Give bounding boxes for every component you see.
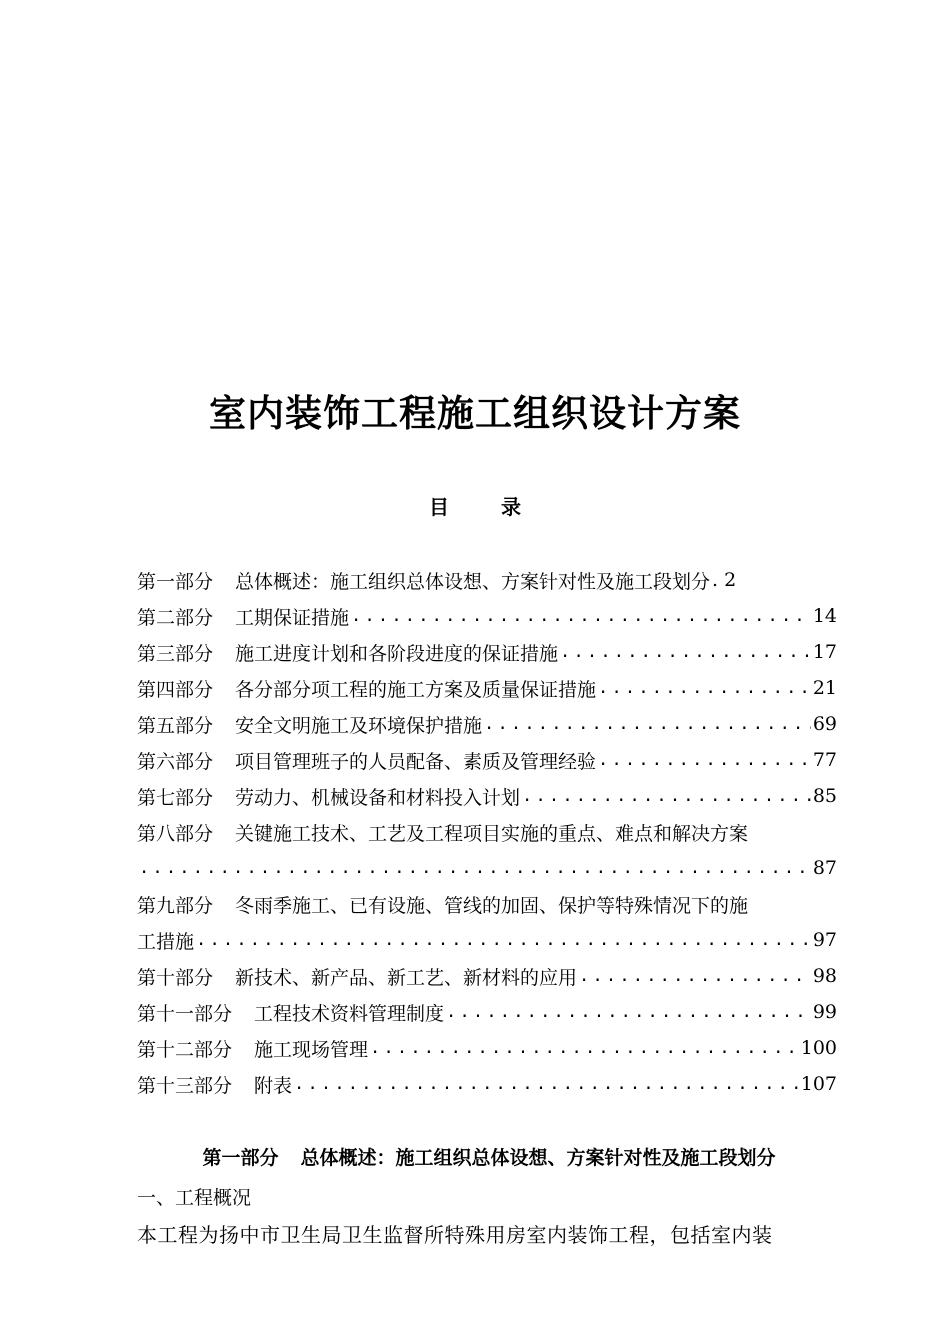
document-title: 室内装饰工程施工组织设计方案	[209, 392, 741, 435]
toc-part: 第四部分	[137, 678, 214, 701]
toc-page-number: 87	[812, 857, 837, 879]
section-part: 第一部分	[202, 1147, 279, 1169]
toc-entry[interactable]	[137, 1030, 837, 1066]
toc-title: 关键施工技术、工艺及工程项目实施的重点、难点和解决方案	[235, 822, 749, 845]
toc-part: 第一部分	[137, 570, 214, 593]
toc-part: 第三部分	[137, 642, 214, 665]
toc-leader	[558, 642, 811, 662]
toc-leader	[596, 678, 811, 698]
toc-entry[interactable]	[137, 886, 837, 922]
toc-part: 第十二部分	[137, 1038, 233, 1061]
toc-entry[interactable]	[137, 814, 837, 850]
toc-leader	[520, 786, 811, 806]
toc-part: 第五部分	[137, 714, 214, 737]
toc-part: 第七部分	[137, 786, 214, 809]
toc-entry[interactable]	[137, 598, 837, 634]
toc-leader	[482, 714, 811, 734]
toc-title: 项目管理班子的人员配备、素质及管理经验	[235, 750, 597, 773]
toc-entry[interactable]	[137, 958, 837, 994]
toc-title: 附表	[254, 1074, 293, 1097]
toc-leader	[596, 750, 811, 770]
toc-entry[interactable]	[137, 778, 837, 814]
toc-leader	[349, 606, 811, 626]
toc-heading-char-2: 录	[501, 495, 521, 519]
toc-entry-continuation[interactable]	[137, 850, 837, 886]
toc-part: 第十三部分	[137, 1074, 233, 1097]
toc-page-number: 14	[812, 605, 837, 627]
toc-entry[interactable]	[137, 670, 837, 706]
toc-leader	[577, 966, 811, 986]
toc-entry-continuation[interactable]	[137, 922, 837, 958]
toc-leader	[292, 1074, 799, 1094]
toc-title: 施工现场管理	[254, 1038, 369, 1061]
toc-page-number: 107	[800, 1073, 837, 1095]
toc-title: 新技术、新产品、新工艺、新材料的应用	[235, 966, 578, 989]
toc-page-number: 99	[812, 1001, 837, 1023]
toc-part: 第十部分	[137, 966, 214, 989]
toc-leader	[444, 1002, 811, 1022]
subheading: 一、工程概况	[137, 1187, 252, 1209]
toc-title: 总体概述：施工组织总体设想、方案针对性及施工段划分	[235, 570, 711, 593]
toc-page-number: 21	[812, 677, 837, 699]
toc-page-number: 97	[812, 929, 837, 951]
toc-title: 劳动力、机械设备和材料投入计划	[235, 786, 521, 809]
toc-page-number: 98	[812, 965, 837, 987]
toc-leader	[194, 930, 811, 950]
toc-page-number: 77	[812, 749, 837, 771]
toc-entry[interactable]	[137, 1066, 837, 1102]
toc-title: 安全文明施工及环境保护措施	[235, 714, 483, 737]
toc-leader	[368, 1038, 799, 1058]
section-title: 总体概述：施工组织总体设想、方案针对性及施工段划分	[300, 1147, 776, 1169]
toc-part: 第十一部分	[137, 1002, 233, 1025]
section-heading	[0, 1143, 950, 1170]
toc-heading	[0, 493, 950, 521]
toc-page-number: 17	[812, 641, 837, 663]
toc-part: 第二部分	[137, 606, 214, 629]
toc-page-number: . 2	[712, 569, 737, 591]
toc-page-number: 85	[812, 785, 837, 807]
toc-part: 第八部分	[137, 822, 214, 845]
toc-title: 工程技术资料管理制度	[254, 1002, 445, 1025]
toc-entry[interactable]	[137, 994, 837, 1030]
table-of-contents	[137, 562, 837, 1102]
toc-title: 工期保证措施	[235, 606, 350, 629]
toc-title: 各分部分项工程的施工方案及质量保证措施	[235, 678, 597, 701]
toc-entry[interactable]	[137, 706, 837, 742]
toc-page-number: 69	[812, 713, 837, 735]
toc-entry[interactable]	[137, 562, 837, 598]
toc-title: 施工进度计划和各阶段进度的保证措施	[235, 642, 559, 665]
toc-heading-char-1: 目	[429, 495, 449, 519]
toc-title-continuation: 工措施	[137, 930, 195, 953]
toc-page-number: 100	[800, 1037, 837, 1059]
toc-entry[interactable]	[137, 742, 837, 778]
toc-part: 第九部分	[137, 894, 214, 917]
toc-title: 冬雨季施工、已有设施、管线的加固、保护等特殊情况下的施	[235, 894, 749, 917]
body-paragraph: 本工程为扬中市卫生局卫生监督所特殊用房室内装饰工程，包括室内装	[137, 1223, 773, 1247]
toc-leader	[137, 858, 811, 878]
toc-entry[interactable]	[137, 634, 837, 670]
toc-part: 第六部分	[137, 750, 214, 773]
